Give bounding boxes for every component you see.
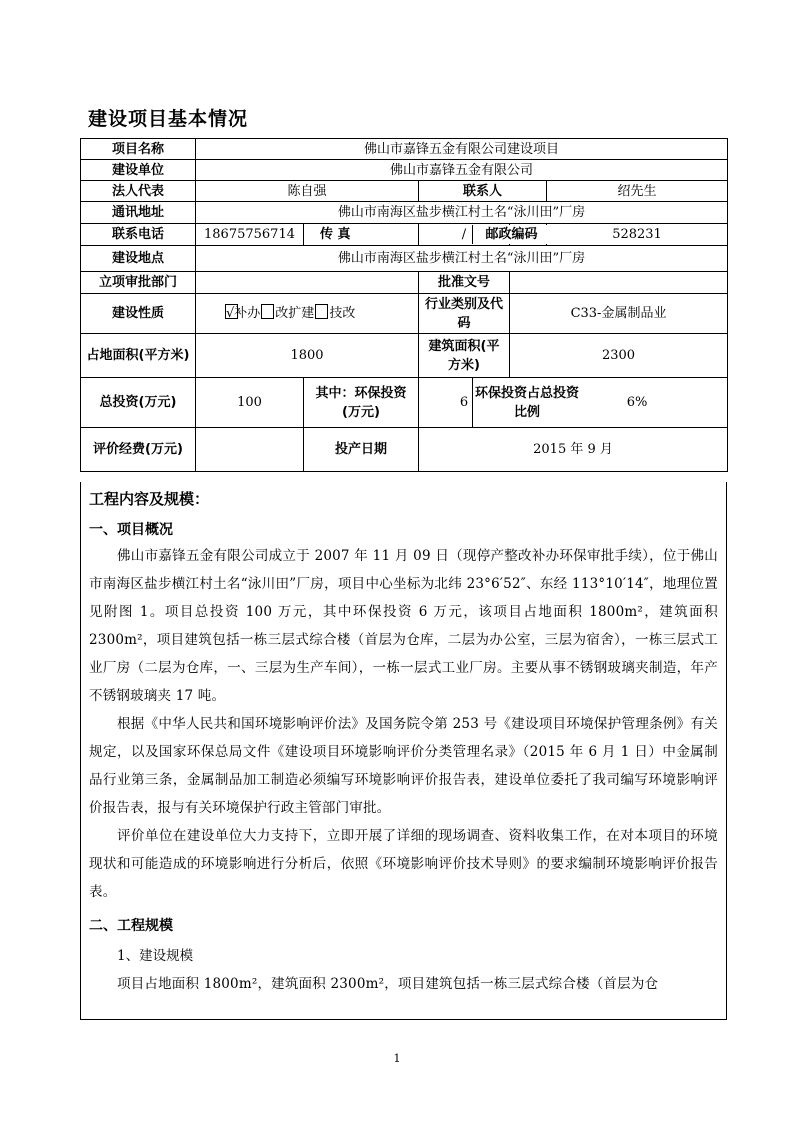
nature-opt2: 改扩建 <box>275 306 315 321</box>
subsection-1: 1、建设规模 <box>117 948 194 964</box>
nature-opt1: √补办 <box>226 306 261 321</box>
content-heading: 工程内容及规模： <box>89 490 210 508</box>
contact-label: 联系人 <box>419 181 547 202</box>
paragraph-4: 项目占地面积 1800m²，建筑面积 2300m²，项目建筑包括一栋三层式综合楼（首层为仓 <box>117 976 659 992</box>
approval-no-value <box>510 272 728 294</box>
project-name-value: 佛山市嘉锋五金有限公司建设项目 <box>196 139 728 160</box>
build-area-value: 2300 <box>510 334 728 378</box>
nature-options <box>196 294 419 334</box>
paragraph-1: 佛山市嘉锋五金有限公司成立于 2007 年 11 月 09 日（现停产整改补办环保审批手续），位于佛山市南海区盐步横江村土名“泳川田”厂房，项目中心坐标为北纬 23°6′52″、东经 113°10′14″，地理位置见附图 1。项目总投资 100 万元，其中环保投资 6 万元，该项目占地面积 1800m²，建筑面积 2300m²，项目建筑包括一栋三层式综合楼（首层为仓库，二层为办公室，三层为宿舍），一栋三层式工业厂房（二层为仓库，一、三层为生产车间），一栋一层式工业厂房。主要从事不锈钢玻璃夹制造，年产不锈钢玻璃夹 17 吨。 <box>89 548 718 704</box>
unit-label: 建设单位 <box>81 160 196 181</box>
env-inv-label: 其中：环保投资(万元) <box>304 378 419 428</box>
address-label: 通讯地址 <box>81 202 196 224</box>
postcode-label <box>485 224 547 246</box>
contact-value: 绍先生 <box>547 181 728 202</box>
page-number: 1 <box>393 1052 401 1065</box>
project-content <box>80 482 727 1020</box>
checkbox-icon <box>261 304 274 319</box>
env-ratio-label-text: 环保投资占总投资比例 <box>472 378 581 427</box>
fax-label: 传 真 <box>304 224 419 246</box>
site-label: 建设地点 <box>81 246 196 272</box>
approval-no-label: 批准文号 <box>419 272 510 294</box>
nature-label: 建设性质 <box>81 294 196 334</box>
env-ratio-label <box>474 378 579 428</box>
fax-value: / <box>419 224 510 246</box>
phone-label: 联系电话 <box>81 224 196 246</box>
env-ratio-value: 6% <box>547 378 728 428</box>
env-inv-value: 6 <box>419 378 510 428</box>
checkbox-icon <box>315 304 328 319</box>
site-value: 佛山市南海区盐步横江村土名“泳川田”厂房 <box>196 246 728 272</box>
phone-value: 18675756714 <box>196 224 304 246</box>
postcode-label-text: 邮政编码 <box>472 225 550 244</box>
land-area-label: 占地面积(平方米) <box>81 334 196 378</box>
approval-dept-label: 立项审批部门 <box>81 272 196 294</box>
nature-opt3: 技改 <box>329 306 356 321</box>
build-area-label: 建筑面积(平方米) <box>419 334 510 378</box>
total-inv-value: 100 <box>196 378 304 428</box>
industry-label: 行业类别及代码 <box>419 294 510 334</box>
eval-fee-value <box>196 428 304 472</box>
legal-label: 法人代表 <box>81 181 196 202</box>
project-name-label: 项目名称 <box>81 139 196 160</box>
postcode-value: 528231 <box>547 224 728 246</box>
address-value: 佛山市南海区盐步横江村土名“泳川田”厂房 <box>196 202 728 224</box>
start-date-value: 2015 年 9 月 <box>419 428 728 472</box>
approval-dept-value <box>196 272 419 294</box>
section1-title: 一、项目概况 <box>89 522 173 538</box>
land-area-value: 1800 <box>196 334 419 378</box>
unit-value: 佛山市嘉锋五金有限公司 <box>196 160 728 181</box>
section2-title: 二、工程规模 <box>89 918 173 934</box>
total-inv-label: 总投资(万元) <box>81 378 196 428</box>
basic-info-table <box>80 138 728 472</box>
legal-value: 陈自强 <box>196 181 419 202</box>
paragraph-2: 根据《中华人民共和国环境影响评价法》及国务院令第 253 号《建设项目环境保护管理条例》有关规定，以及国家环保总局文件《建设项目环境影响评价分类管理名录》（2015 年 6 月 1 日）中金属制品行业第三条，金属制品加工制造必须编写环境影响评价报告表，建设单位委托了我司编写环境影响评价报告表，报与有关环境保护行政主管部门审批。 <box>89 716 718 816</box>
start-date-label: 投产日期 <box>304 428 419 472</box>
page-title: 建设项目基本情况 <box>88 108 249 130</box>
industry-value: C33-金属制品业 <box>510 294 728 334</box>
paragraph-3: 评价单位在建设单位大力支持下，立即开展了详细的现场调查、资料收集工作，在对本项目的环境现状和可能造成的环境影响进行分析后，依照《环境影响评价技术导则》的要求编制环境影响评价报告表。 <box>89 828 718 900</box>
eval-fee-label: 评价经费(万元) <box>81 428 196 472</box>
